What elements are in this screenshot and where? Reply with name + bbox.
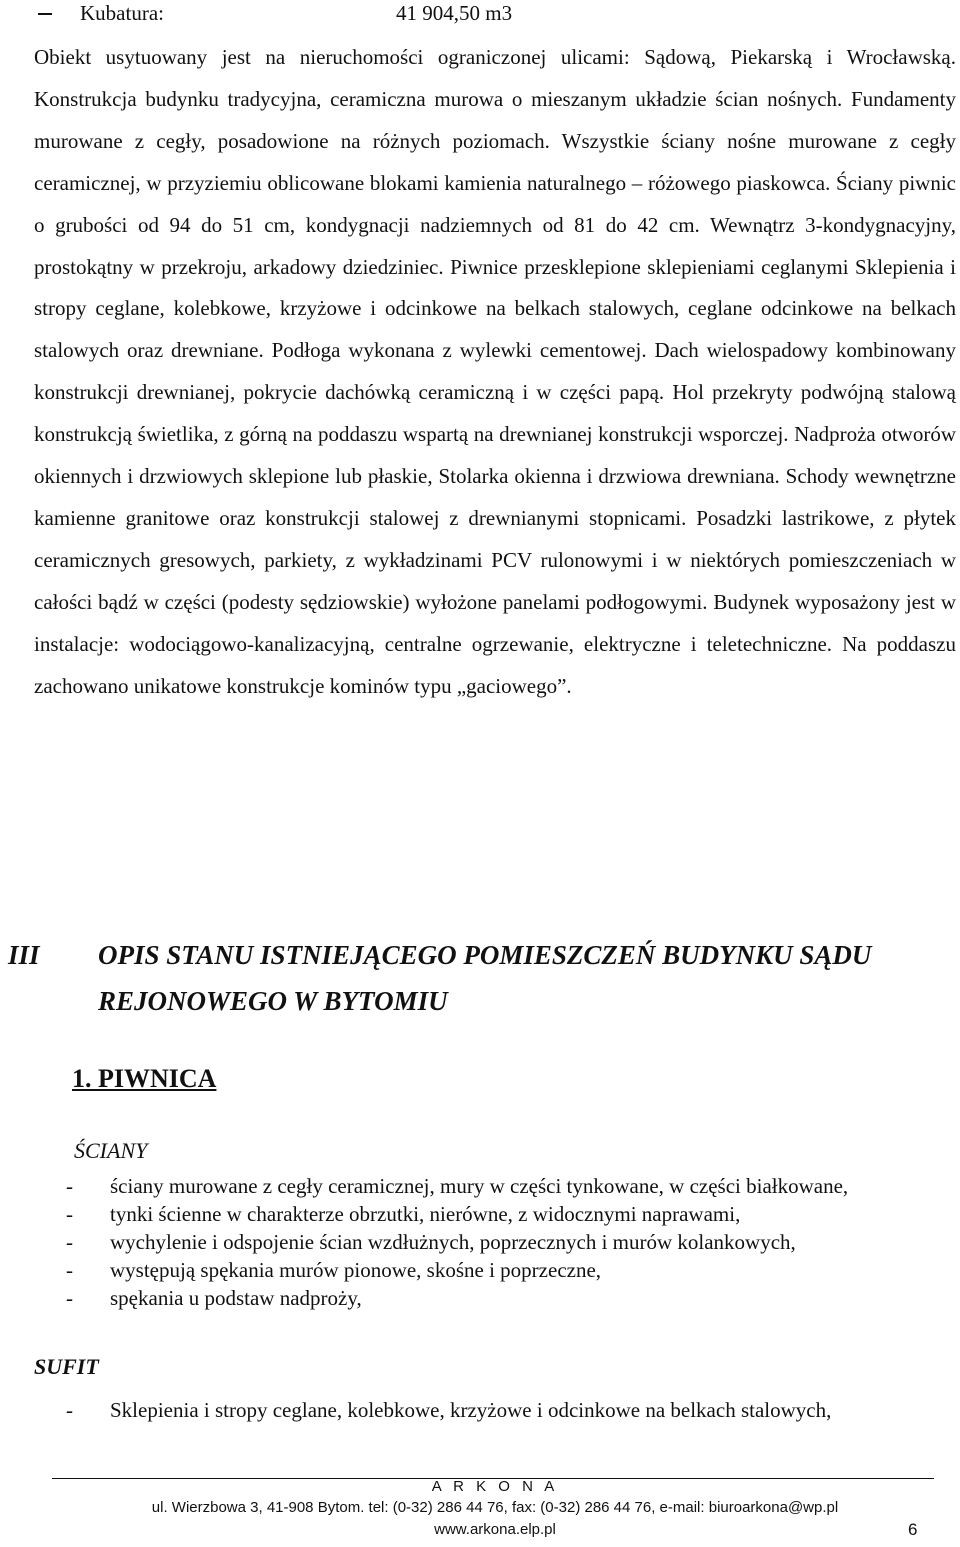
list-item-text: ściany murowane z cegły ceramicznej, mury w części tynkowane, w części białkowane,: [110, 1174, 849, 1198]
kubatura-value: 41 904,50 m3: [396, 1, 513, 25]
kubatura-label: Kubatura:: [80, 1, 164, 25]
bullet-mark: -: [66, 1258, 73, 1282]
description-paragraph: Obiekt usytuowany jest na nieruchomości ograniczonej ulicami: Sądową, Piekarską i Wrocławską. Konstrukcja budynku tradycyjna, ceramiczna murowa o mieszanym układzie ścian nośnych. Fundamenty murowane z cegły, posadowione na różnych poziomach. Wszystkie ściany nośne murowane z cegły ceramicznej, w przyziemiu oblicowane blokami kamienia naturalnego – różowego piaskowca. Ściany piwnic o grubości od 94 do 51 cm, kondygnacji nadziemnych od 81 do 42 cm. Wewnątrz 3-kondygnacyjny, prostokątny w przekroju, arkadowy dziedziniec. Piwnice przesklepione sklepieniami ceglanymi Sklepienia i stropy ceglane, kolebkowe, krzyżowe i odcinkowe na belkach stalowych, ceglane odcinkowe na belkach stalowych oraz drewniane. Podłoga wykonana z wylewki cementowej. Dach wielospadowy kombinowany konstrukcji drewnianej, pokrycie dachówką ceramiczną i w części papą. Hol przekryty podwójną stalową konstrukcją świetlika, z górną na poddaszu wspartą na drewnianej konstrukcji wsporczej. Nadproża otworów okiennych i drzwiowych sklepione lub płaskie, Stolarka okienna i drzwiowa drewniana. Schody wewnętrzne kamienne granitowe oraz konstrukcji stalowej z drewnianymi stopnicami. Posadzki lastrikowe, z płytek ceramicznych gresowych, parkiety, z wykładzinami PCV rulonowymi i w niektórych pomieszczeniach w całości bądź w części (podesty sędziowskie) wyłożone panelami podłogowymi. Budynek wyposażony jest w instalacje: wodociągowo-kanalizacyjną, centralne ogrzewanie, elektryczne i teletechniczne. Na poddaszu zachowano unikatowe konstrukcje kominów typu „gaciowego”.: [34, 45, 956, 698]
list-item-text: Sklepienia i stropy ceglane, kolebkowe, krzyżowe i odcinkowe na belkach stalowych,: [110, 1398, 832, 1422]
sufit-header: SUFIT: [34, 1354, 99, 1379]
list-item: [34, 1172, 956, 1200]
subsection-title: 1. PIWNICA: [72, 1064, 217, 1093]
sciany-header: ŚCIANY: [74, 1138, 148, 1163]
sciany-list: [34, 1172, 956, 1312]
list-item: [34, 1284, 956, 1312]
list-item-text: tynki ścienne w charakterze obrzutki, nierówne, z widocznymi naprawami,: [110, 1202, 741, 1226]
bullet-mark: -: [66, 1230, 73, 1254]
page-number: 6: [908, 1520, 918, 1539]
bullet-mark: -: [66, 1202, 73, 1226]
list-item: [34, 1256, 956, 1284]
section-number: III: [8, 940, 40, 970]
dash-mark: [38, 13, 52, 15]
list-item: [34, 1228, 956, 1256]
sufit-list: [34, 1396, 956, 1424]
footer-brand: A R K O N A: [431, 1478, 559, 1495]
list-item-text: wychylenie i odspojenie ścian wzdłużnych, poprzecznych i murów kolankowych,: [110, 1230, 796, 1254]
section-title: OPIS STANU ISTNIEJĄCEGO POMIESZCZEŃ BUDYNKU SĄDU REJONOWEGO W BYTOMIU: [98, 940, 872, 1016]
bullet-mark: -: [66, 1174, 73, 1198]
footer-address: ul. Wierzbowa 3, 41-908 Bytom. tel: (0-32) 286 44 76, fax: (0-32) 286 44 76, e-mail: biuroarkona@wp.pl: [151, 1499, 839, 1516]
list-item-text: występują spękania murów pionowe, skośne i poprzeczne,: [110, 1258, 602, 1282]
bullet-mark: -: [66, 1286, 73, 1310]
list-item: [34, 1396, 956, 1424]
footer-website: www.arkona.elp.pl: [434, 1521, 556, 1538]
list-item-text: spękania u podstaw nadproży,: [110, 1286, 362, 1310]
list-item: [34, 1200, 956, 1228]
bullet-mark: -: [66, 1398, 73, 1422]
